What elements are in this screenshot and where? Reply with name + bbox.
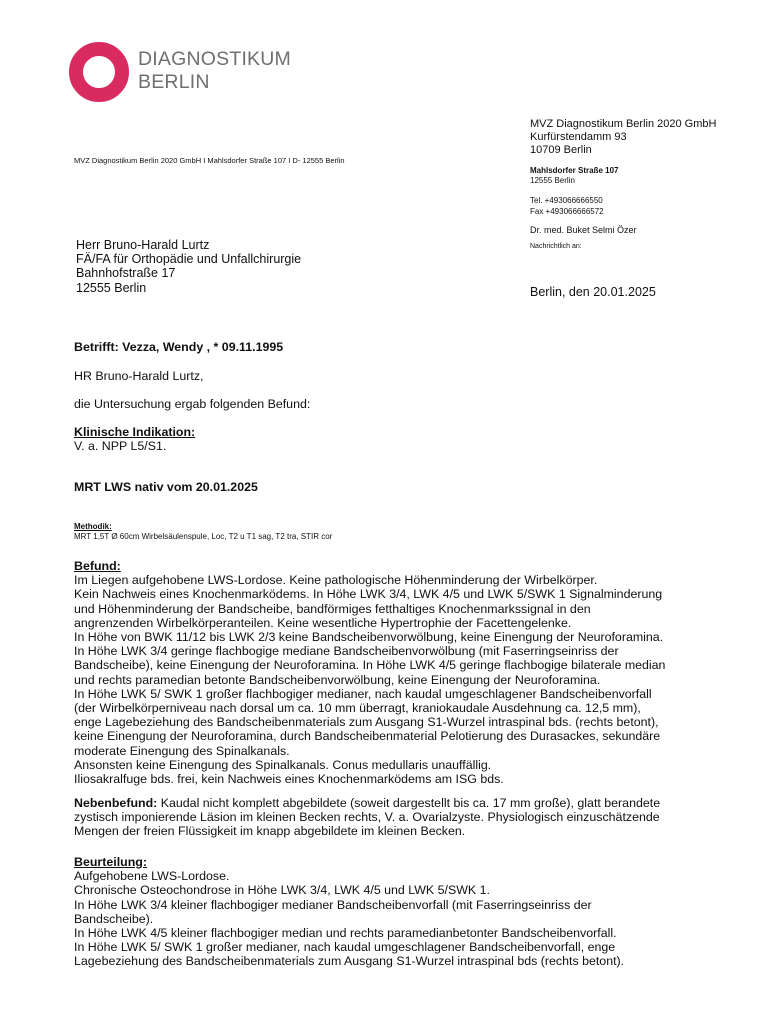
logo-ring-icon: [69, 42, 129, 102]
findings-line: und Höhenminderung der Bandscheibe, bandförmiges fetthaltiges Knochenmarkssignal in den: [74, 601, 591, 616]
letter-date: Berlin, den 20.01.2025: [530, 285, 656, 299]
salutation: HR Bruno-Harald Lurtz,: [74, 369, 204, 383]
method-section: [74, 522, 332, 542]
findings-line: Ansonsten keine Einengung des Spinalkanals. Conus medullaris unauffällig.: [74, 757, 492, 772]
findings-line: In Höhe LWK 5/ SWK 1 großer flachbogiger medianer, nach kaudal umgeschlagener Bandscheibenvorfall: [74, 686, 652, 701]
intro-text: die Untersuchung ergab folgenden Befund:: [74, 397, 311, 411]
assessment-line: In Höhe LWK 5/ SWK 1 großer medianer, nach kaudal umgeschlagener Bandscheibenvorfall, enge: [74, 940, 616, 955]
assessment-heading: Beurteilung:: [74, 855, 147, 869]
logo-line-2: BERLIN: [138, 71, 210, 93]
indication-section: [74, 425, 714, 453]
indication-text: V. a. NPP L5/S1.: [74, 439, 167, 454]
branch-city: 12555 Berlin: [530, 176, 575, 185]
assessment-line: Lagebeziehung des Bandscheibenmaterials zum Ausgang S1-Wurzel intraspinal bds (rechts betont).: [74, 954, 625, 969]
sender-return-line: MVZ Diagnostikum Berlin 2020 GmbH I Mahlsdorfer Straße 107 I D- 12555 Berlin: [74, 156, 345, 165]
recipient-line: Bahnhofstraße 17: [76, 266, 176, 281]
findings-line: angrenzenden Wirbelkörperanteilen. Keine wesentliche Hypertrophie der Facettengelenke.: [74, 615, 572, 630]
findings-line: Bandscheibe), keine Einengung der Neuroforamina. In Höhe LWK 4/5 geringe flachbogige bilaterale median: [74, 658, 666, 673]
assessment-line: In Höhe LWK 4/5 kleiner flachbogiger median und rechts paramedianbetonter Bandscheibenvorfall.: [74, 926, 617, 941]
findings-line: keine Einengung der Neuroforamina, durch Bandscheibenmaterial Pelotierung des Durasackes, sekundäre: [74, 729, 661, 744]
recipient-line: 12555 Berlin: [76, 280, 147, 295]
assessment-line: Aufgehobene LWS-Lordose.: [74, 869, 230, 884]
assessment-line: Chronische Osteochondrose in Höhe LWK 3/4, LWK 4/5 und LWK 5/SWK 1.: [74, 883, 490, 898]
branch-street: Mahlsdorfer Straße 107: [530, 166, 619, 175]
findings-line: enge Lagebeziehung des Bandscheibenmaterials zum Ausgang S1-Wurzel intraspinal bds. (rechts betont),: [74, 715, 659, 730]
indication-heading: Klinische Indikation:: [74, 425, 196, 439]
assessment-line: Bandscheibe).: [74, 911, 154, 926]
assessment-line: In Höhe LWK 3/4 kleiner flachbogiger medianer Bandscheibenvorfall (mit Faserringseinriss der: [74, 897, 592, 912]
findings-line: moderate Einengung des Spinalkanals.: [74, 743, 290, 758]
findings-line: (der Wirbelkörperniveau nach dorsal um ca. 10 mm überragt, kraniokaudale Ausdehnung ca. 12,5 mm),: [74, 701, 641, 716]
recipient-line: Herr Bruno-Harald Lurtz: [76, 238, 210, 252]
assessment-section: [74, 855, 714, 969]
findings-line: Kein Nachweis eines Knochenmarködems. In Höhe LWK 3/4, LWK 4/5 und LWK 5/SWK 1 Signalminderung: [74, 587, 663, 602]
secondary-line: Mengen der freien Flüssigkeit im knapp abgebildete im kleinen Becken.: [74, 824, 466, 839]
findings-heading: Befund:: [74, 559, 121, 573]
method-text: MRT 1,5T Ø 60cm Wirbelsäulenspule, Loc, T2 u T1 sag, T2 tra, STIR cor: [74, 532, 333, 541]
organization-block: [530, 118, 716, 157]
org-tel: Tel. +493066666550: [530, 196, 603, 205]
secondary-first-text: Kaudal nicht komplett abgebildete (soweit dargestellt bis ca. 17 mm große), glatt berandete: [157, 796, 661, 810]
method-heading: Methodik:: [74, 522, 112, 531]
findings-line: und rechts paramedian betonte Bandscheibenvorwölbung, keine Einengung der Neuroforamina.: [74, 672, 601, 687]
subject-line: Betrifft: Vezza, Wendy , * 09.11.1995: [74, 340, 284, 354]
secondary-first-line: [74, 796, 714, 810]
recipient-address: [76, 238, 301, 295]
secondary-label: Nebenbefund:: [74, 796, 158, 810]
org-fax: Fax +493066666572: [530, 207, 604, 216]
findings-section: [74, 559, 714, 786]
exam-title: MRT LWS nativ vom 20.01.2025: [74, 480, 258, 494]
cc-label: Nachrichtlich an:: [530, 243, 582, 250]
findings-line: In Höhe von BWK 11/12 bis LWK 2/3 keine Bandscheibenvorwölbung, keine Einengung der Neuroforamina.: [74, 630, 664, 645]
findings-line: Iliosakralfuge bds. frei, kein Nachweis eines Knochenmarködems am ISG bds.: [74, 772, 504, 787]
org-street: Kurfürstendamm 93: [530, 131, 627, 143]
recipient-line: FÄ/FA für Orthopädie und Unfallchirurgie: [76, 252, 302, 267]
secondary-line: zystisch imponierende Läsion im kleinen Becken rechts, V. a. Ovarialzyste. Physiologisch einzuschätzende: [74, 810, 660, 825]
logo-line-1: DIAGNOSTIKUM: [138, 48, 291, 70]
findings-line: In Höhe LWK 3/4 geringe flachbogige mediane Bandscheibenvorwölbung (mit Faserringseinriss der: [74, 644, 619, 659]
findings-line: Im Liegen aufgehobene LWS-Lordose. Keine pathologische Höhenminderung der Wirbelkörper.: [74, 573, 598, 588]
secondary-section: [74, 796, 714, 839]
org-city: 10709 Berlin: [530, 144, 592, 156]
org-doctor: Dr. med. Buket Selmi Özer: [530, 225, 637, 235]
org-name: MVZ Diagnostikum Berlin 2020 GmbH: [530, 118, 717, 130]
logo-wordmark: [138, 48, 291, 94]
